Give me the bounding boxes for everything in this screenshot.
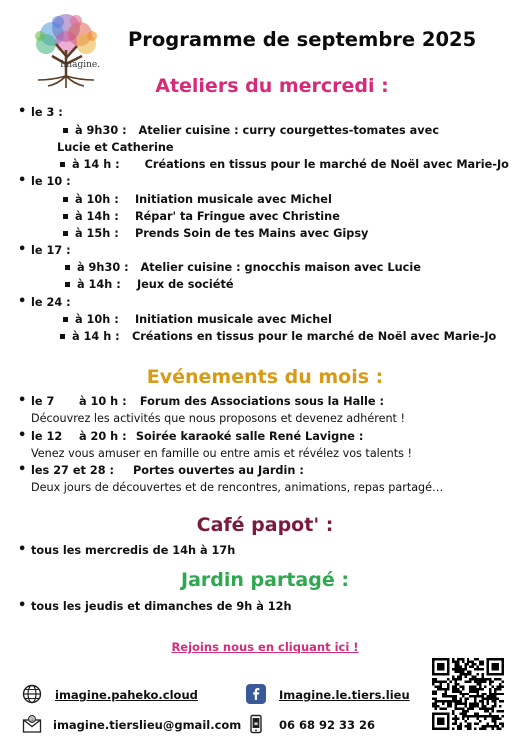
list-item (75, 227, 368, 241)
event-description: Venez vous amuser en famille ou entre amis et révélez vos talents ! (31, 447, 413, 460)
item-text: Atelier cuisine : curry courgettes-tomates avec (138, 124, 440, 137)
item-time: à 10h : (75, 313, 119, 326)
join-link[interactable]: Rejoins nous en cliquant ici ! (171, 640, 359, 654)
item-text: Atelier cuisine : gnocchis maison avec Lucie (140, 261, 421, 274)
day-label: • le 24 : (31, 296, 71, 310)
logo-text: Imagine. (60, 60, 101, 70)
email-address[interactable]: imagine.tierslieu@gmail.com (53, 718, 242, 732)
svg-text:☎: ☎ (253, 722, 259, 726)
ateliers-title: Ateliers du mercredi : (155, 75, 389, 97)
day-label: • le 17 : (31, 244, 71, 258)
event-description: Deux jours de découvertes et de rencontres, animations, repas partagé… (31, 481, 444, 494)
item-text: Jeux de société (136, 278, 234, 291)
qr-code-icon[interactable] (432, 658, 504, 730)
cafe-title: Café papot' : (196, 514, 334, 536)
list-item (72, 158, 509, 172)
item-time: à 14 h : (72, 330, 120, 343)
event-time: à 20 h : (78, 430, 127, 443)
list-item (75, 193, 332, 207)
jardin-schedule: • tous les jeudis et dimanches de 9h à 12h (31, 600, 292, 614)
item-text: Répar' ta Fringue avec Christine (134, 210, 340, 223)
item-time: à 14h : (77, 278, 121, 291)
list-item (75, 210, 340, 224)
day-label: • le 3 : (31, 106, 63, 120)
event-description: Découvrez les activités que nous proposons et devenez adhérent ! (31, 412, 405, 425)
item-time: à 14 h : (72, 158, 120, 171)
list-item (72, 330, 496, 344)
facebook-icon (246, 684, 266, 704)
item-text: Créations en tissus pour le marché de Noël avec Marie-Jo (144, 158, 509, 171)
phone-number[interactable]: 06 68 92 33 26 (279, 718, 376, 732)
item-time: à 14h : (75, 210, 119, 223)
event-headline: Forum des Associations sous la Halle : (139, 395, 385, 408)
item-text: Créations en tissus pour le marché de Noël avec Marie-Jo (131, 330, 497, 343)
page-title: Programme de septembre 2025 (128, 28, 477, 51)
jardin-title: Jardin partagé : (181, 569, 349, 591)
list-item (77, 261, 421, 275)
event-headline-row (31, 430, 363, 444)
day-label: • le 10 : (31, 175, 71, 189)
event-headline-row (31, 395, 384, 409)
list-item (77, 278, 234, 292)
phone-icon (246, 714, 266, 734)
item-text: Initiation musicale avec Michel (134, 313, 332, 326)
item-text: Initiation musicale avec Michel (134, 193, 332, 206)
item-text-continued: Lucie et Catherine (57, 141, 174, 154)
facebook-link[interactable]: Imagine.le.tiers.lieu (279, 688, 410, 702)
events-title: Evénements du mois : (146, 366, 384, 388)
item-text: Prends Soin de tes Mains avec Gipsy (134, 227, 369, 240)
event-headline: Soirée karaoké salle René Lavigne : (135, 430, 364, 443)
website-link[interactable]: imagine.paheko.cloud (55, 688, 198, 702)
event-headline: Portes ouvertes au Jardin : (132, 464, 304, 477)
item-time: à 9h30 : (75, 124, 127, 137)
item-time: à 9h30 : (77, 261, 129, 274)
item-time: à 10h : (75, 193, 119, 206)
event-headline-row (31, 464, 304, 478)
item-time: à 15h : (75, 227, 119, 240)
globe-icon (22, 684, 42, 704)
list-item (75, 313, 332, 327)
event-date: le 12 (31, 430, 63, 443)
event-date: les 27 et 28 : (31, 464, 115, 477)
email-icon (22, 714, 42, 734)
list-item (75, 124, 439, 138)
svg-text:@: @ (29, 716, 35, 723)
event-date: le 7 (31, 395, 55, 408)
event-time: à 10 h : (78, 395, 127, 408)
cafe-schedule: • tous les mercredis de 14h à 17h (31, 544, 235, 558)
